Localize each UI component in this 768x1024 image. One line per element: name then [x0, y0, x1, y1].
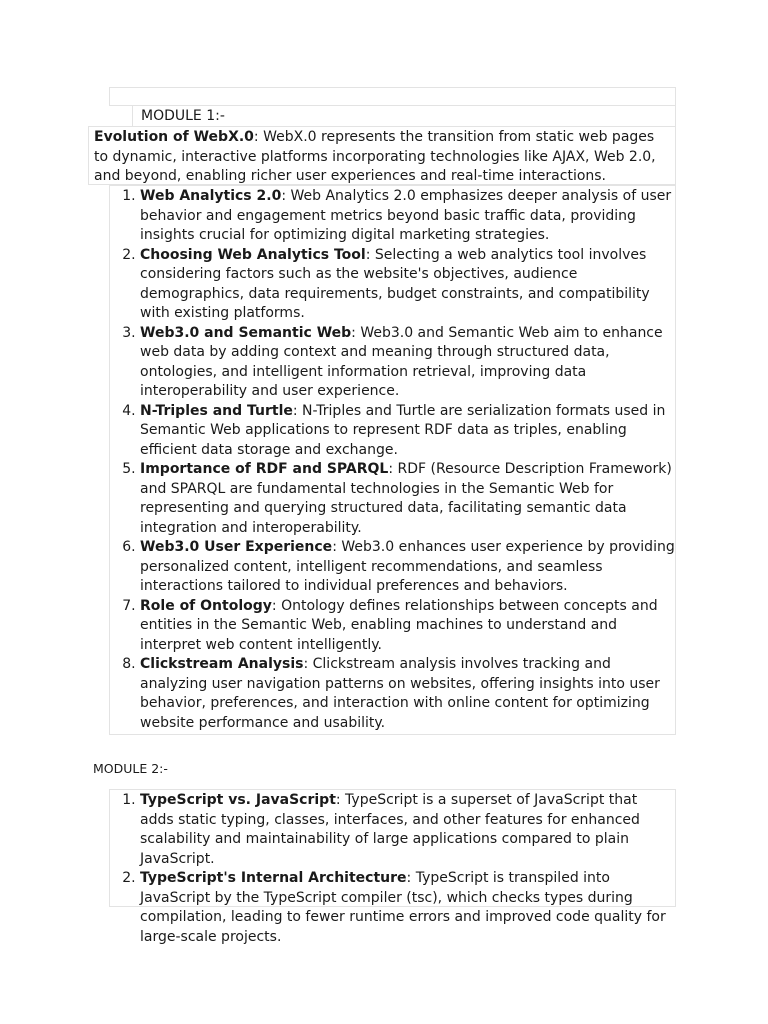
item-title: TypeScript vs. JavaScript: [140, 792, 336, 808]
module-2-list-box: [109, 789, 676, 945]
list-item: [140, 791, 675, 869]
item-text: : RDF (Resource Description Framework) and SPARQL are fundamental technologies in the Semantic Web for representing and querying structured data, facilitating semantic data integration and interoperability.: [140, 461, 672, 536]
item-text: : TypeScript is a superset of JavaScript that adds static typing, classes, interfaces, and other features for enhanced scalability and maintainability of large applications compared to plain JavaScript.: [140, 792, 640, 867]
empty-table-row: [109, 87, 676, 106]
item-text: : Selecting a web analytics tool involves considering factors such as the website's objectives, audience demographics, data requirements, budget constraints, and compatibility with existing platforms.: [140, 246, 650, 321]
item-title: Web3.0 User Experience: [140, 539, 333, 555]
item-text: : Ontology defines relationships between concepts and entities in the Semantic Web, enabling machines to understand and interpret web content intelligently.: [140, 597, 658, 653]
list-item: [140, 460, 675, 538]
item-title: TypeScript's Internal Architecture: [140, 870, 407, 886]
list-item: [140, 597, 675, 656]
module-1-heading: MODULE 1:-: [141, 108, 225, 124]
module-1-heading-cell: [132, 105, 676, 127]
item-text: : Web3.0 enhances user experience by providing personalized content, intelligent recommendations, and seamless interactions tailored to individual preferences and behaviors.: [140, 539, 675, 594]
module-1-list: [110, 186, 675, 733]
list-item: [140, 246, 675, 324]
item-title: Importance of RDF and SPARQL: [140, 461, 389, 477]
item-title: Clickstream Analysis: [140, 656, 304, 672]
list-item: [140, 187, 675, 246]
list-item: [140, 655, 675, 733]
module-2-heading: MODULE 2:-: [93, 761, 168, 776]
item-title: Choosing Web Analytics Tool: [140, 246, 366, 263]
item-title: Web Analytics 2.0: [140, 188, 282, 204]
item-text: : Web3.0 and Semantic Web aim to enhance web data by adding context and meaning through structured data, ontologies, and intelligent information retrieval, improving data interoperability and user experience.: [140, 324, 663, 399]
intro-text: : WebX.0 represents the transition from static web pages to dynamic, interactive platforms incorporating technologies like AJAX, Web 2.0, and beyond, enabling richer user experiences and real-time interactions.: [94, 129, 656, 184]
list-item: [140, 402, 675, 461]
list-item: [140, 324, 675, 402]
item-text: : Clickstream analysis involves tracking and analyzing user navigation patterns on websites, offering insights into user behavior, preferences, and interaction with online content for optimizing website performance and usability.: [140, 656, 660, 731]
intro-title: Evolution of WebX.0: [94, 129, 254, 145]
item-title: Web3.0 and Semantic Web: [140, 324, 352, 341]
item-title: N-Triples and Turtle: [140, 402, 293, 419]
module-1-list-box: [109, 185, 676, 735]
item-text: : N-Triples and Turtle are serialization formats used in Semantic Web applications to represent RDF data as triples, enabling efficient data storage and exchange.: [140, 402, 666, 458]
item-title: Role of Ontology: [140, 597, 272, 614]
item-text: : Web Analytics 2.0 emphasizes deeper analysis of user behavior and engagement metrics beyond basic traffic data, providing insights crucial for optimizing digital marketing strategies.: [140, 188, 672, 243]
module-1-intro: [88, 126, 676, 185]
list-item: [140, 869, 675, 947]
module-2-list: [110, 790, 675, 947]
item-text: : TypeScript is transpiled into JavaScript by the TypeScript compiler (tsc), which checks types during compilation, leading to fewer runtime errors and improved code quality for large-scale projects.: [140, 870, 666, 945]
list-item: [140, 538, 675, 597]
